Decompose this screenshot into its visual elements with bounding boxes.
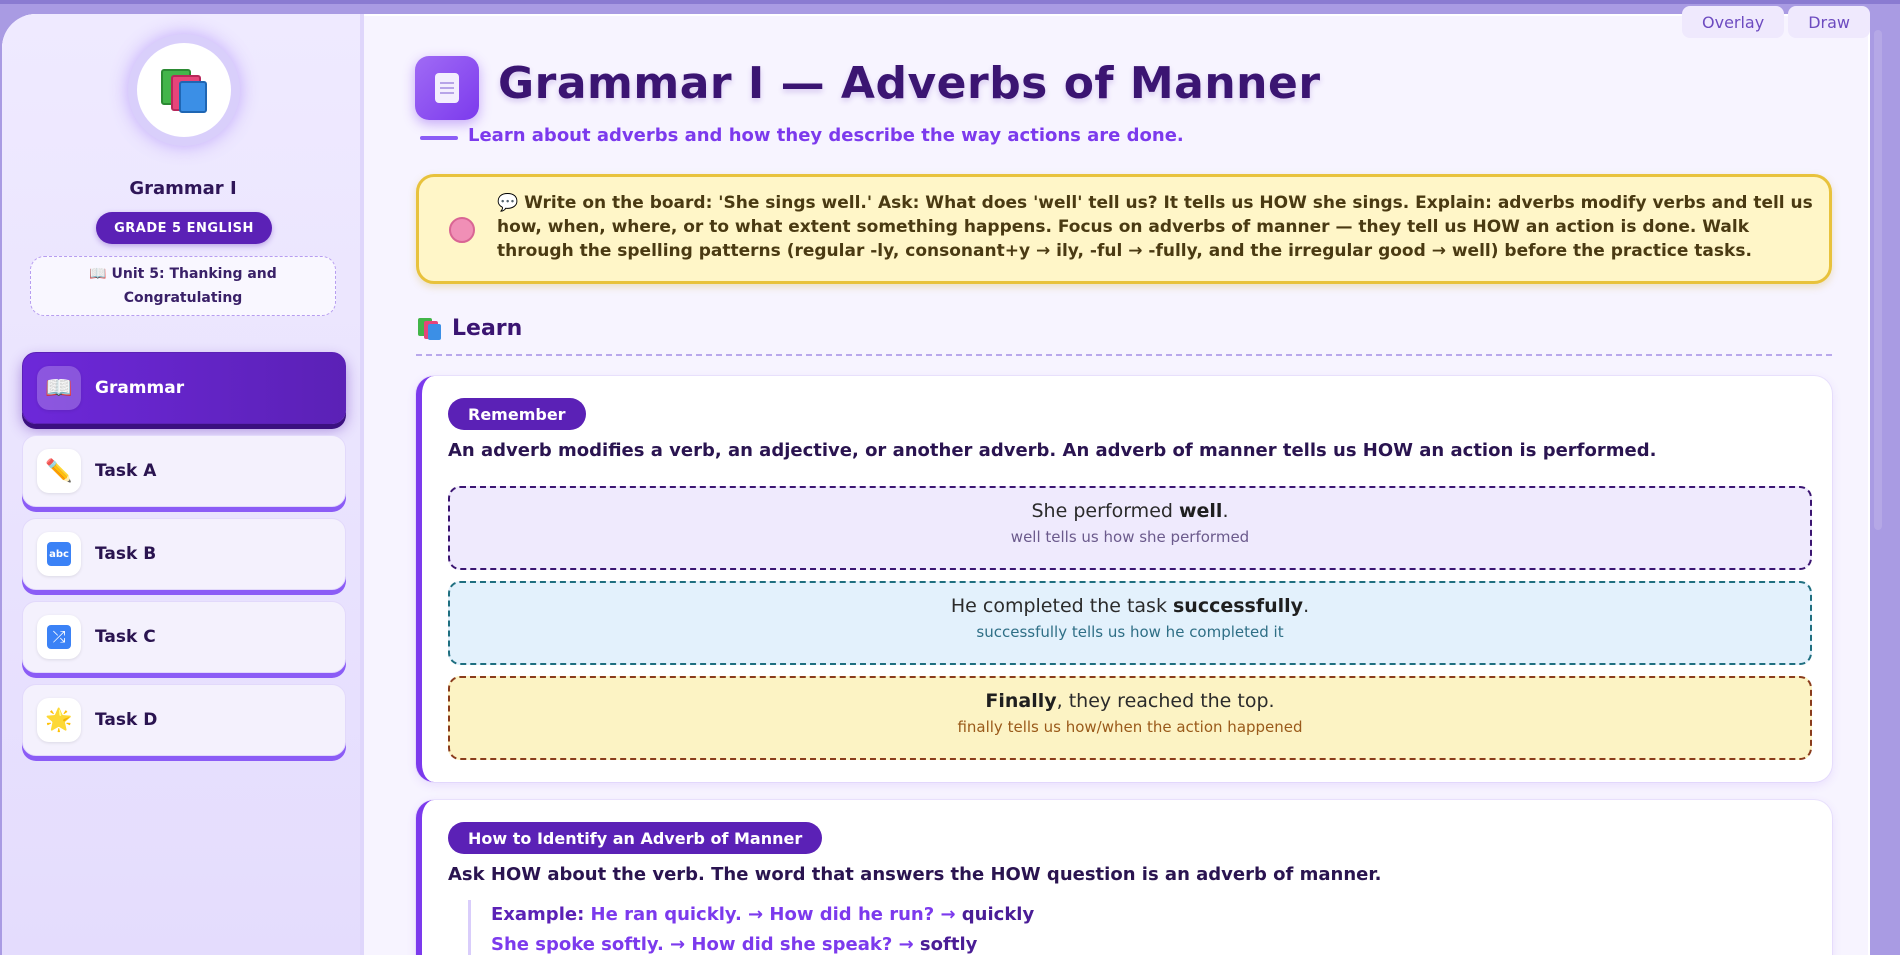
sidebar-item-task-b[interactable] — [22, 518, 346, 590]
book-icon: 📖 — [37, 366, 81, 410]
unit-label: 📖 Unit 5: Thanking and Congratulating — [30, 256, 336, 316]
top-strip — [0, 0, 1900, 4]
scrollbar[interactable] — [1874, 30, 1882, 530]
sidebar-item-label: Task B — [95, 544, 157, 564]
remember-text: An adverb modifies a verb, an adjective, or another adverb. An adverb of manner tells us HOW an action is performed. — [448, 440, 1657, 461]
example-sentence: She performed well. — [1031, 500, 1229, 522]
logo — [128, 34, 240, 146]
example-note: well tells us how she performed — [1010, 528, 1250, 546]
remember-badge: Remember — [448, 398, 586, 430]
books-icon — [159, 67, 209, 113]
example-sentence: He completed the task successfully. — [950, 595, 1310, 617]
sidebar-item-label: Task A — [95, 461, 157, 481]
sidebar-item-label: Grammar — [95, 378, 185, 398]
identify-card — [416, 800, 1832, 955]
teacher-note-text: 💬 Write on the board: 'She sings well.' Ask: What does 'well' tell us? It tells us HOW she sings. Explain: adverbs modify verbs and tell us how, when, where, or to what extent something happens. Focus on adverbs of manner — they tell us HOW an action is done. Walk through the spelling patterns (regular -ly, consonant+y → ily, -ful → -fully, and the irregular good → well) before the practice tasks. — [497, 193, 1813, 261]
sidebar-item-label: Task D — [95, 710, 158, 730]
example-box — [448, 581, 1812, 665]
sidebar-item-task-a[interactable] — [22, 435, 346, 507]
app-container — [2, 14, 1870, 955]
sidebar-item-label: Task C — [95, 627, 156, 647]
sidebar-item-task-d[interactable] — [22, 684, 346, 756]
learn-heading — [418, 316, 522, 341]
sidebar-title: Grammar I — [129, 178, 237, 199]
learn-heading-label: Learn — [452, 316, 523, 341]
example-box — [448, 486, 1812, 570]
abc-icon: abc — [37, 532, 81, 576]
sidebar-item-grammar[interactable] — [22, 352, 346, 424]
pencil-icon: ✏️ — [37, 449, 81, 493]
example-line: Example: He ran quickly. → How did he run? → quickly — [491, 904, 1035, 925]
example-note: finally tells us how/when the action happened — [957, 718, 1303, 736]
identify-badge: How to Identify an Adverb of Manner — [448, 822, 822, 854]
books-icon — [418, 318, 442, 340]
main-content — [368, 14, 1870, 955]
brain-icon — [449, 217, 475, 243]
divider — [416, 354, 1832, 356]
page-subtitle: Learn about adverbs and how they describe the way actions are done. — [468, 125, 1184, 146]
example-box — [448, 676, 1812, 760]
sidebar-nav — [22, 352, 346, 767]
sidebar-item-task-c[interactable] — [22, 601, 346, 673]
shuffle-icon: ⤮ — [37, 615, 81, 659]
top-toolbar — [1678, 6, 1870, 38]
identify-examples — [468, 900, 1034, 955]
page-title: Grammar I — Adverbs of Manner — [498, 58, 1321, 109]
example-sentence: Finally, they reached the top. — [985, 690, 1275, 712]
identify-text: Ask HOW about the verb. The word that answers the HOW question is an adverb of manner. — [448, 864, 1382, 885]
sidebar — [2, 14, 364, 955]
example-note: successfully tells us how he completed it — [976, 623, 1284, 641]
example-line: She spoke softly. → How did she speak? → softly — [491, 934, 978, 955]
sun-icon: 🌟 — [37, 698, 81, 742]
remember-card — [416, 376, 1832, 782]
teacher-note — [416, 174, 1832, 284]
subtitle-accent — [420, 136, 458, 140]
grade-badge: GRADE 5 ENGLISH — [96, 212, 272, 244]
draw-button[interactable]: Draw — [1788, 6, 1870, 38]
document-icon — [415, 56, 479, 120]
overlay-button[interactable]: Overlay — [1682, 6, 1784, 38]
